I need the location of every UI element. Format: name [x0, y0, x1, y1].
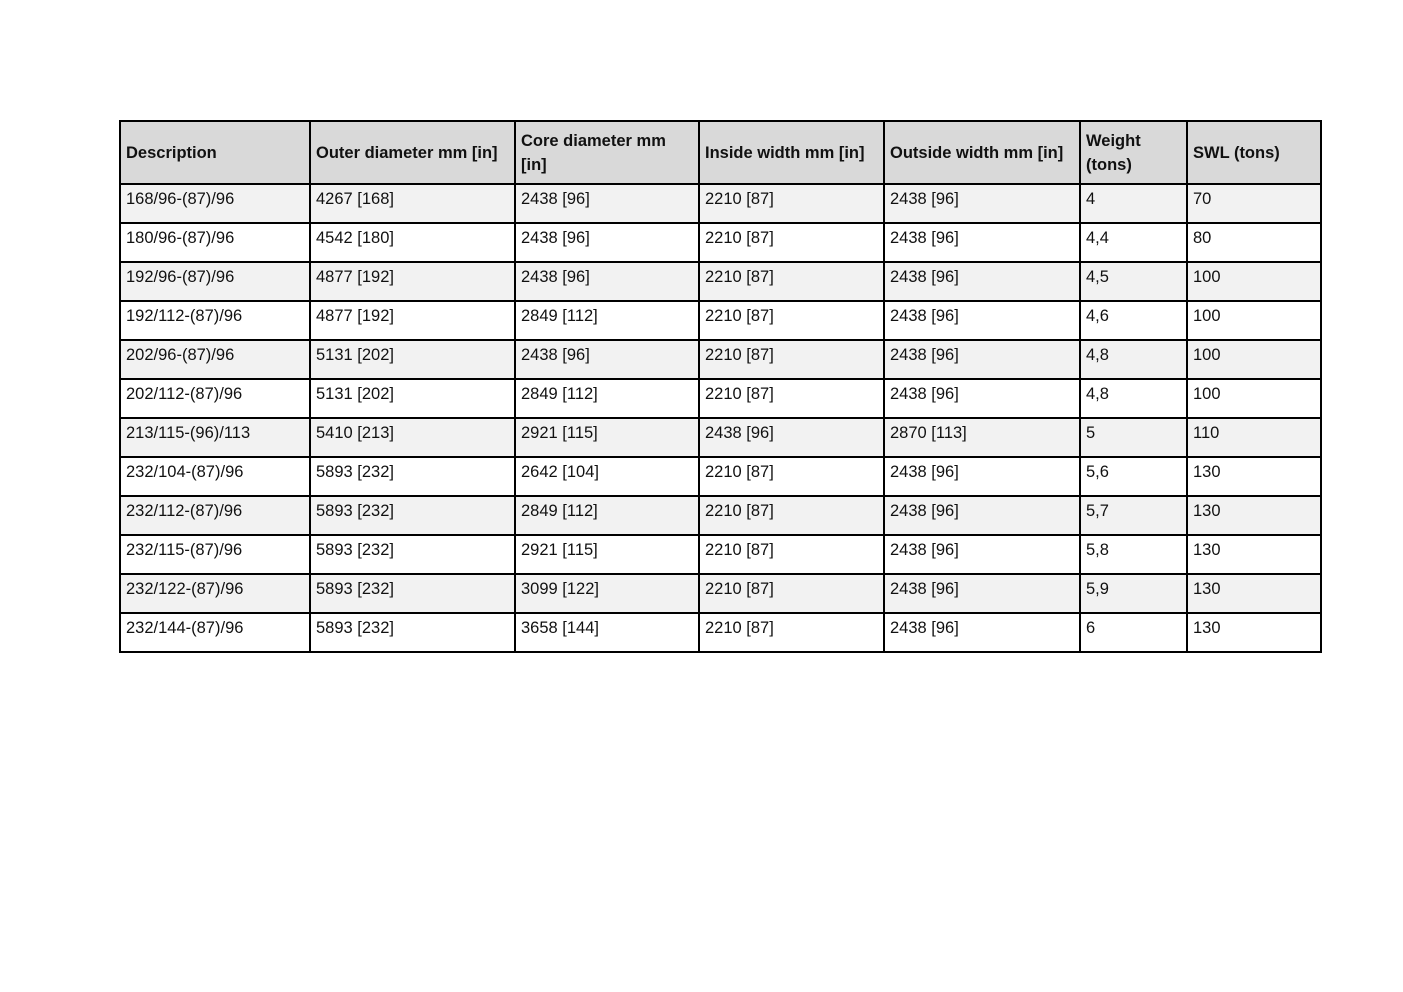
- cell-inside-width: 2210 [87]: [699, 262, 884, 301]
- cell-core-diameter: 2438 [96]: [515, 262, 699, 301]
- cell-outer-diameter: 5410 [213]: [310, 418, 515, 457]
- cell-outside-width: 2438 [96]: [884, 613, 1080, 652]
- table-row: [120, 379, 1321, 418]
- cell-core-diameter: 3658 [144]: [515, 613, 699, 652]
- cell-core-diameter: 2921 [115]: [515, 418, 699, 457]
- cell-outer-diameter: 4877 [192]: [310, 301, 515, 340]
- cell-description: 180/96-(87)/96: [120, 223, 310, 262]
- cell-description: 192/112-(87)/96: [120, 301, 310, 340]
- cell-weight: 6: [1080, 613, 1187, 652]
- cell-inside-width: 2210 [87]: [699, 301, 884, 340]
- cell-inside-width: 2210 [87]: [699, 613, 884, 652]
- cell-outer-diameter: 5131 [202]: [310, 379, 515, 418]
- cell-outer-diameter: 5893 [232]: [310, 535, 515, 574]
- header-core-diameter: Core diameter mm [in]: [515, 121, 699, 184]
- cell-core-diameter: 2438 [96]: [515, 184, 699, 223]
- header-outside-width: Outside width mm [in]: [884, 121, 1080, 184]
- cell-description: 213/115-(96)/113: [120, 418, 310, 457]
- cell-inside-width: 2210 [87]: [699, 184, 884, 223]
- cell-core-diameter: 2849 [112]: [515, 301, 699, 340]
- cell-description: 232/122-(87)/96: [120, 574, 310, 613]
- spec-table-container: [119, 120, 1320, 653]
- cell-inside-width: 2210 [87]: [699, 223, 884, 262]
- table-row: [120, 184, 1321, 223]
- cell-core-diameter: 2849 [112]: [515, 496, 699, 535]
- cell-outside-width: 2438 [96]: [884, 340, 1080, 379]
- cell-weight: 4,6: [1080, 301, 1187, 340]
- cell-inside-width: 2210 [87]: [699, 535, 884, 574]
- cell-outside-width: 2438 [96]: [884, 457, 1080, 496]
- header-weight: Weight (tons): [1080, 121, 1187, 184]
- cell-outside-width: 2438 [96]: [884, 223, 1080, 262]
- cell-swl: 100: [1187, 379, 1321, 418]
- cell-weight: 4,4: [1080, 223, 1187, 262]
- cell-swl: 80: [1187, 223, 1321, 262]
- cell-core-diameter: 3099 [122]: [515, 574, 699, 613]
- cell-weight: 4: [1080, 184, 1187, 223]
- table-row: [120, 457, 1321, 496]
- table-row: [120, 574, 1321, 613]
- header-outer-diameter: Outer diameter mm [in]: [310, 121, 515, 184]
- cell-description: 232/115-(87)/96: [120, 535, 310, 574]
- cell-weight: 5,9: [1080, 574, 1187, 613]
- cell-description: 202/96-(87)/96: [120, 340, 310, 379]
- cell-swl: 130: [1187, 574, 1321, 613]
- cell-weight: 5,8: [1080, 535, 1187, 574]
- cell-swl: 130: [1187, 535, 1321, 574]
- cell-description: 192/96-(87)/96: [120, 262, 310, 301]
- cell-weight: 4,8: [1080, 340, 1187, 379]
- cell-weight: 5: [1080, 418, 1187, 457]
- cell-swl: 70: [1187, 184, 1321, 223]
- cell-swl: 100: [1187, 340, 1321, 379]
- header-inside-width: Inside width mm [in]: [699, 121, 884, 184]
- table-row: [120, 496, 1321, 535]
- cell-outer-diameter: 4267 [168]: [310, 184, 515, 223]
- cell-core-diameter: 2438 [96]: [515, 223, 699, 262]
- cell-inside-width: 2438 [96]: [699, 418, 884, 457]
- cell-inside-width: 2210 [87]: [699, 379, 884, 418]
- cell-inside-width: 2210 [87]: [699, 574, 884, 613]
- cell-outer-diameter: 4542 [180]: [310, 223, 515, 262]
- spec-table: [119, 120, 1322, 653]
- table-row: [120, 535, 1321, 574]
- cell-outside-width: 2438 [96]: [884, 379, 1080, 418]
- cell-swl: 130: [1187, 457, 1321, 496]
- cell-outer-diameter: 5893 [232]: [310, 613, 515, 652]
- cell-outer-diameter: 4877 [192]: [310, 262, 515, 301]
- table-header-row: [120, 121, 1321, 184]
- cell-outside-width: 2870 [113]: [884, 418, 1080, 457]
- cell-weight: 4,8: [1080, 379, 1187, 418]
- header-description: Description: [120, 121, 310, 184]
- cell-weight: 4,5: [1080, 262, 1187, 301]
- cell-outer-diameter: 5893 [232]: [310, 574, 515, 613]
- cell-core-diameter: 2438 [96]: [515, 340, 699, 379]
- cell-inside-width: 2210 [87]: [699, 340, 884, 379]
- cell-weight: 5,7: [1080, 496, 1187, 535]
- cell-description: 168/96-(87)/96: [120, 184, 310, 223]
- table-row: [120, 613, 1321, 652]
- cell-weight: 5,6: [1080, 457, 1187, 496]
- table-row: [120, 340, 1321, 379]
- cell-swl: 100: [1187, 301, 1321, 340]
- cell-inside-width: 2210 [87]: [699, 457, 884, 496]
- cell-core-diameter: 2921 [115]: [515, 535, 699, 574]
- table-body: [120, 184, 1321, 652]
- header-swl: SWL (tons): [1187, 121, 1321, 184]
- cell-outside-width: 2438 [96]: [884, 535, 1080, 574]
- cell-core-diameter: 2642 [104]: [515, 457, 699, 496]
- cell-outside-width: 2438 [96]: [884, 574, 1080, 613]
- cell-outside-width: 2438 [96]: [884, 262, 1080, 301]
- cell-core-diameter: 2849 [112]: [515, 379, 699, 418]
- cell-swl: 100: [1187, 262, 1321, 301]
- cell-outside-width: 2438 [96]: [884, 184, 1080, 223]
- cell-outside-width: 2438 [96]: [884, 496, 1080, 535]
- cell-swl: 110: [1187, 418, 1321, 457]
- cell-swl: 130: [1187, 496, 1321, 535]
- cell-description: 202/112-(87)/96: [120, 379, 310, 418]
- cell-description: 232/144-(87)/96: [120, 613, 310, 652]
- cell-outer-diameter: 5131 [202]: [310, 340, 515, 379]
- table-row: [120, 262, 1321, 301]
- table-row: [120, 418, 1321, 457]
- cell-description: 232/112-(87)/96: [120, 496, 310, 535]
- cell-swl: 130: [1187, 613, 1321, 652]
- cell-description: 232/104-(87)/96: [120, 457, 310, 496]
- cell-outer-diameter: 5893 [232]: [310, 457, 515, 496]
- cell-outside-width: 2438 [96]: [884, 301, 1080, 340]
- cell-inside-width: 2210 [87]: [699, 496, 884, 535]
- table-row: [120, 301, 1321, 340]
- table-row: [120, 223, 1321, 262]
- cell-outer-diameter: 5893 [232]: [310, 496, 515, 535]
